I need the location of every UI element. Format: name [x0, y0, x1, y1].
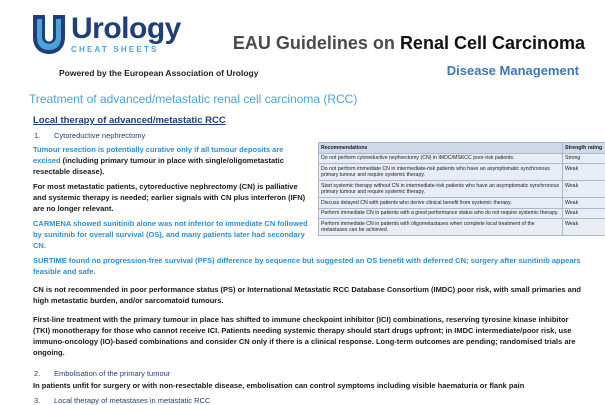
item-2-title: Embolisation of the primary tumour: [54, 369, 170, 378]
item-3-title: Local therapy of metastases in metastatic RCC: [54, 396, 210, 405]
item-1-title: Cytoreductive nephrectomy: [54, 131, 145, 140]
item-1-paragraph-1: [33, 144, 311, 177]
item-1-p1-highlight: Tumour resection is potentially curative only if all tumour deposits are excised: [33, 145, 283, 165]
rec-text: Discuss delayed CN with patients who derive clinical benefit from systemic therapy.: [319, 198, 563, 209]
page-subtitle: Disease Management: [447, 63, 579, 78]
powered-by: Powered by the European Association of Urology: [59, 68, 258, 78]
item-1-paragraph-3: CARMENA showed sunitinib alone was not inferior to immediate CN followed by sunitinib for overall survival (OS), and many patients later had secondary CN.: [33, 218, 309, 251]
item-2-number: 2.: [34, 369, 54, 378]
header-strength: Strength rating: [563, 143, 605, 154]
rec-strength: Weak: [563, 198, 605, 209]
table-row: [319, 181, 605, 198]
page-title: [233, 33, 585, 54]
rec-strength: Weak: [563, 181, 605, 198]
table-row: [319, 219, 605, 236]
item-1-paragraph-2: For most metastatic patients, cytoreductive nephrectomy (CN) is palliative and systemic therapy is needed; earlier signals with CN plus interferon (IFN) are no longer relevant.: [33, 181, 313, 214]
logo-name: Urology: [71, 14, 181, 44]
item-1-paragraph-5: CN is not recommended in poor performance status (PS) or International Metastatic RCC Database Consortium (IMDC) poor risk, with small primaries and high metastatic burden, and/or sarcomatoid tumours.: [33, 284, 581, 306]
item-3-heading: [34, 396, 210, 405]
item-1-number: 1.: [34, 131, 54, 140]
recommendations-table: [318, 142, 605, 236]
rec-text: Perform immediate CN in patients with a good performance status who do not require systemic therapy.: [319, 208, 563, 219]
table-row: [319, 153, 605, 164]
item-1-paragraph-4: SURTIME found no progression-free survival (PFS) difference by sequence but suggested an OS benefit with deferred CN; surgery after sunitinib appears feasible and safe.: [33, 255, 581, 277]
rec-text: Perform immediate CN in patients with oligometastases when complete local treatment of the metastases can be achieved.: [319, 219, 563, 236]
rec-strength: Weak: [563, 208, 605, 219]
table-row: [319, 164, 605, 181]
rec-text: Do not perform immediate CN in intermediate-risk patients who have an asymptomatic synchronous primary tumour and require systemic therapy.: [319, 164, 563, 181]
title-main: Renal Cell Carcinoma: [400, 33, 585, 53]
table-header-row: [319, 143, 605, 154]
item-1-heading: [34, 131, 145, 140]
item-1-paragraph-6: First-line treatment with the primary tumour in place has shifted to immune checkpoint inhibitor (ICI) combinations, reserving tyrosine kinase inhibitor (TKI) monotherapy for those who cannot receive ICI. Patients needing systemic therapy should start drugs upfront; in IMDC intermediate/poor risk, use immuno-oncology (IO)-based combinations and consider CN only if there is a clinical response. Long-term outcomes are pending; randomised trials are ongoing.: [33, 314, 583, 358]
title-prefix: EAU Guidelines on: [233, 33, 400, 53]
header-recommendations: Recommendations: [319, 143, 563, 154]
item-2-paragraph-1: In patients unfit for surgery or with non-resectable disease, embolisation can control symptoms including visible haematuria or flank pain: [33, 380, 581, 391]
item-3-number: 3.: [34, 396, 54, 405]
item-1-p1-rest: (including primary tumour in place with single/oligometastatic resectable disease).: [33, 156, 284, 176]
kidney-logo-icon: [31, 13, 67, 55]
rec-text: Do not perform cytoreductive nephrectomy (CN) in IMDC/MSKCC poor-risk patients.: [319, 153, 563, 164]
logo-subtitle: CHEAT SHEETS: [71, 45, 181, 54]
section-subtitle: Local therapy of advanced/metastatic RCC: [33, 115, 226, 126]
rec-strength: Weak: [563, 164, 605, 181]
rec-strength: Strong: [563, 153, 605, 164]
table-row: [319, 198, 605, 209]
urology-logo: [31, 13, 181, 55]
rec-text: Start systemic therapy without CN in intermediate-risk patients who have an asymptomatic synchronous primary tumour and require systemic therapy.: [319, 181, 563, 198]
section-title: Treatment of advanced/metastatic renal cell carcinoma (RCC): [29, 92, 357, 106]
table-row: [319, 208, 605, 219]
rec-strength: Weak: [563, 219, 605, 236]
item-2-heading: [34, 369, 170, 378]
